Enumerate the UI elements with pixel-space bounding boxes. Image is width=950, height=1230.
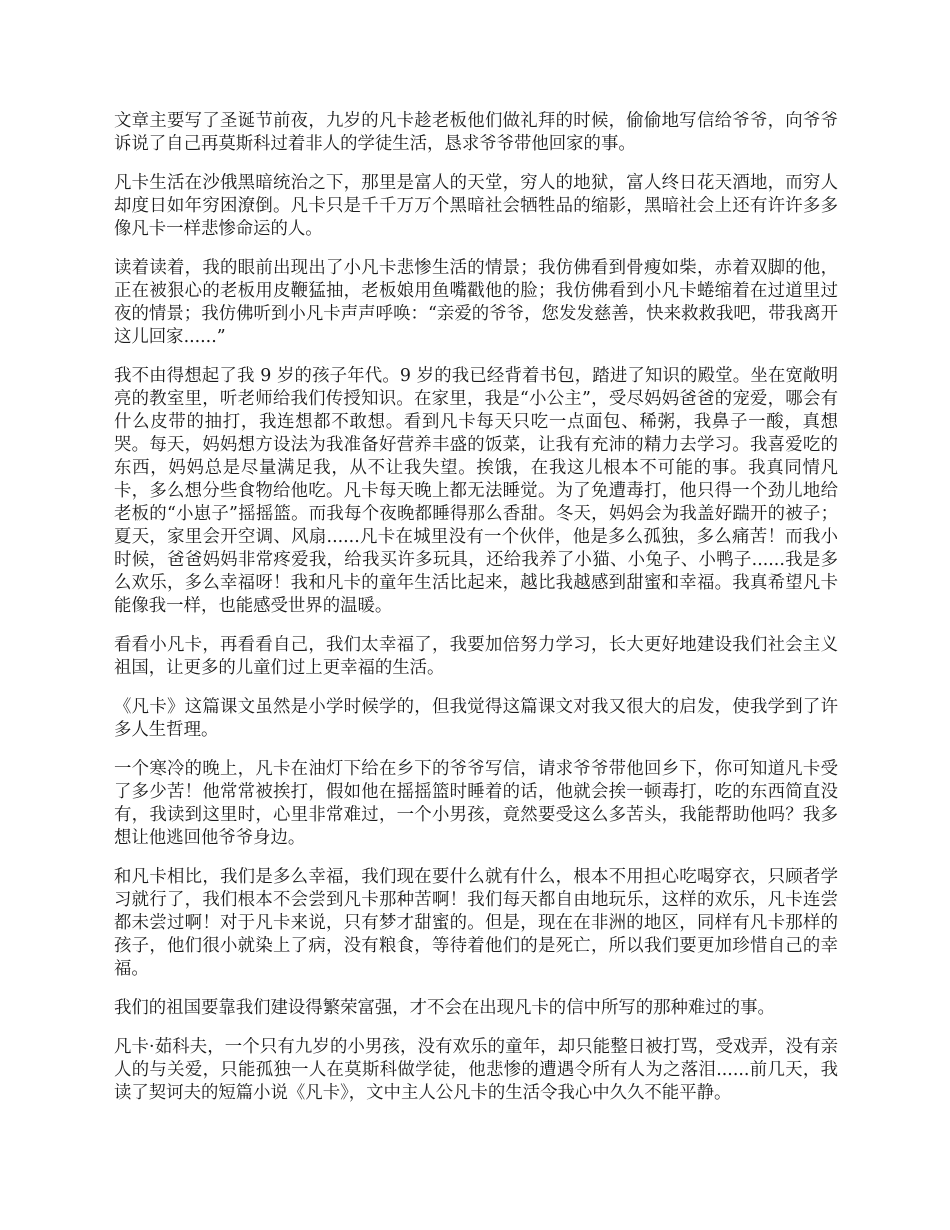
paragraph-3: 读着读着，我的眼前出现出了小凡卡悲惨生活的情景；我仿佛看到骨瘦如柴，赤着双脚的他，正在被狠心的老板用皮鞭猛抽，老板娘用鱼嘴戳他的脸；我仿佛看到小凡卡蜷缩着在过道里过夜的情景；我仿佛听到小凡卡声声呼唤：“亲爱的爷爷，您发发慈善，快来救救我吧，带我离开这儿回家......” [114,258,838,347]
paragraph-5: 看看小凡卡，再看看自己，我们太幸福了，我要加倍努力学习，长大更好地建设我们社会主义祖国，让更多的儿童们过上更幸福的生活。 [114,635,838,678]
paragraph-6: 《凡卡》这篇课文虽然是小学时候学的，但我觉得这篇课文对我又很大的启发，使我学到了许多人生哲理。 [114,697,838,740]
paragraph-1: 文章主要写了圣诞节前夜，九岁的凡卡趁老板他们做礼拜的时候，偷偷地写信给爷爷，向爷爷诉说了自己再莫斯科过着非人的学徒生活，恳求爷爷带他回家的事。 [114,111,838,154]
paragraph-7: 一个寒冷的晚上，凡卡在油灯下给在乡下的爷爷写信，请求爷爷带他回乡下，你可知道凡卡受了多少苦！他常常被挨打，假如他在摇摇篮时睡着的话，他就会挨一顿毒打，吃的东西简直没有，我读到这里时，心里非常难过，一个小男孩，竟然要受这么多苦头，我能帮助他吗？我多想让他逃回他爷爷身边。 [114,759,838,848]
paragraph-4: 我不由得想起了我 9 岁的孩子年代。9 岁的我已经背着书包，踏进了知识的殿堂。坐在宽敞明亮的教室里，听老师给我们传授知识。在家里，我是“小公主”，受尽妈妈爸爸的宠爱，哪会有什么皮带的抽打，我连想都不敢想。看到凡卡每天只吃一点面包、稀粥，我鼻子一酸，真想哭。每天，妈妈想方设法为我准备好营养丰盛的饭菜，让我有充沛的精力去学习。我喜爱吃的东西，妈妈总是尽量满足我，从不让我失望。挨饿，在我这儿根本不可能的事。我真同情凡卡，多么想分些食物给他吃。凡卡每天晚上都无法睡觉。为了免遭毒打，他只得一个劲儿地给老板的“小崽子”摇摇篮。而我每个夜晚都睡得那么香甜。冬天，妈妈会为我盖好踹开的被子；夏天，家里会开空调、风扇......凡卡在城里没有一个伙伴，他是多么孤独，多么痛苦！而我小时候，爸爸妈妈非常疼爱我，给我买许多玩具，还给我养了小猫、小兔子、小鸭子......我是多么欢乐，多么幸福呀！我和凡卡的童年生活比起来，越比我越感到甜蜜和幸福。我真希望凡卡能像我一样，也能感受世界的温暖。 [114,366,838,616]
paragraph-2: 凡卡生活在沙俄黑暗统治之下，那里是富人的天堂，穷人的地狱，富人终日花天酒地，而穷人却度日如年穷困潦倒。凡卡只是千千万万个黑暗社会牺牲品的缩影，黑暗社会上还有许许多多像凡卡一样悲惨命运的人。 [114,173,838,239]
paragraph-9: 我们的祖国要靠我们建设得繁荣富强，才不会在出现凡卡的信中所写的那种难过的事。 [114,998,775,1018]
document-body [114,110,838,1121]
paragraph-10: 凡卡·茹科夫，一个只有九岁的小男孩，没有欢乐的童年，却只能整日被打骂，受戏弄，没有亲人的与关爱，只能孤独一人在莫斯科做学徒，他悲惨的遭遇令所有人为之落泪......前几天，我读了契诃夫的短篇小说《凡卡》，文中主人公凡卡的生活令我心中久久不能平静。 [114,1037,838,1103]
paragraph-8: 和凡卡相比，我们是多么幸福，我们现在要什么就有什么，根本不用担心吃喝穿衣，只顾者学习就行了，我们根本不会尝到凡卡那种苦啊！我们每天都自由地玩乐，这样的欢乐，凡卡连尝都未尝过啊！对于凡卡来说，只有梦才甜蜜的。但是，现在在非洲的地区，同样有凡卡那样的孩子，他们很小就染上了病，没有粮食，等待着他们的是死亡，所以我们要更加珍惜自己的幸福。 [114,867,838,979]
